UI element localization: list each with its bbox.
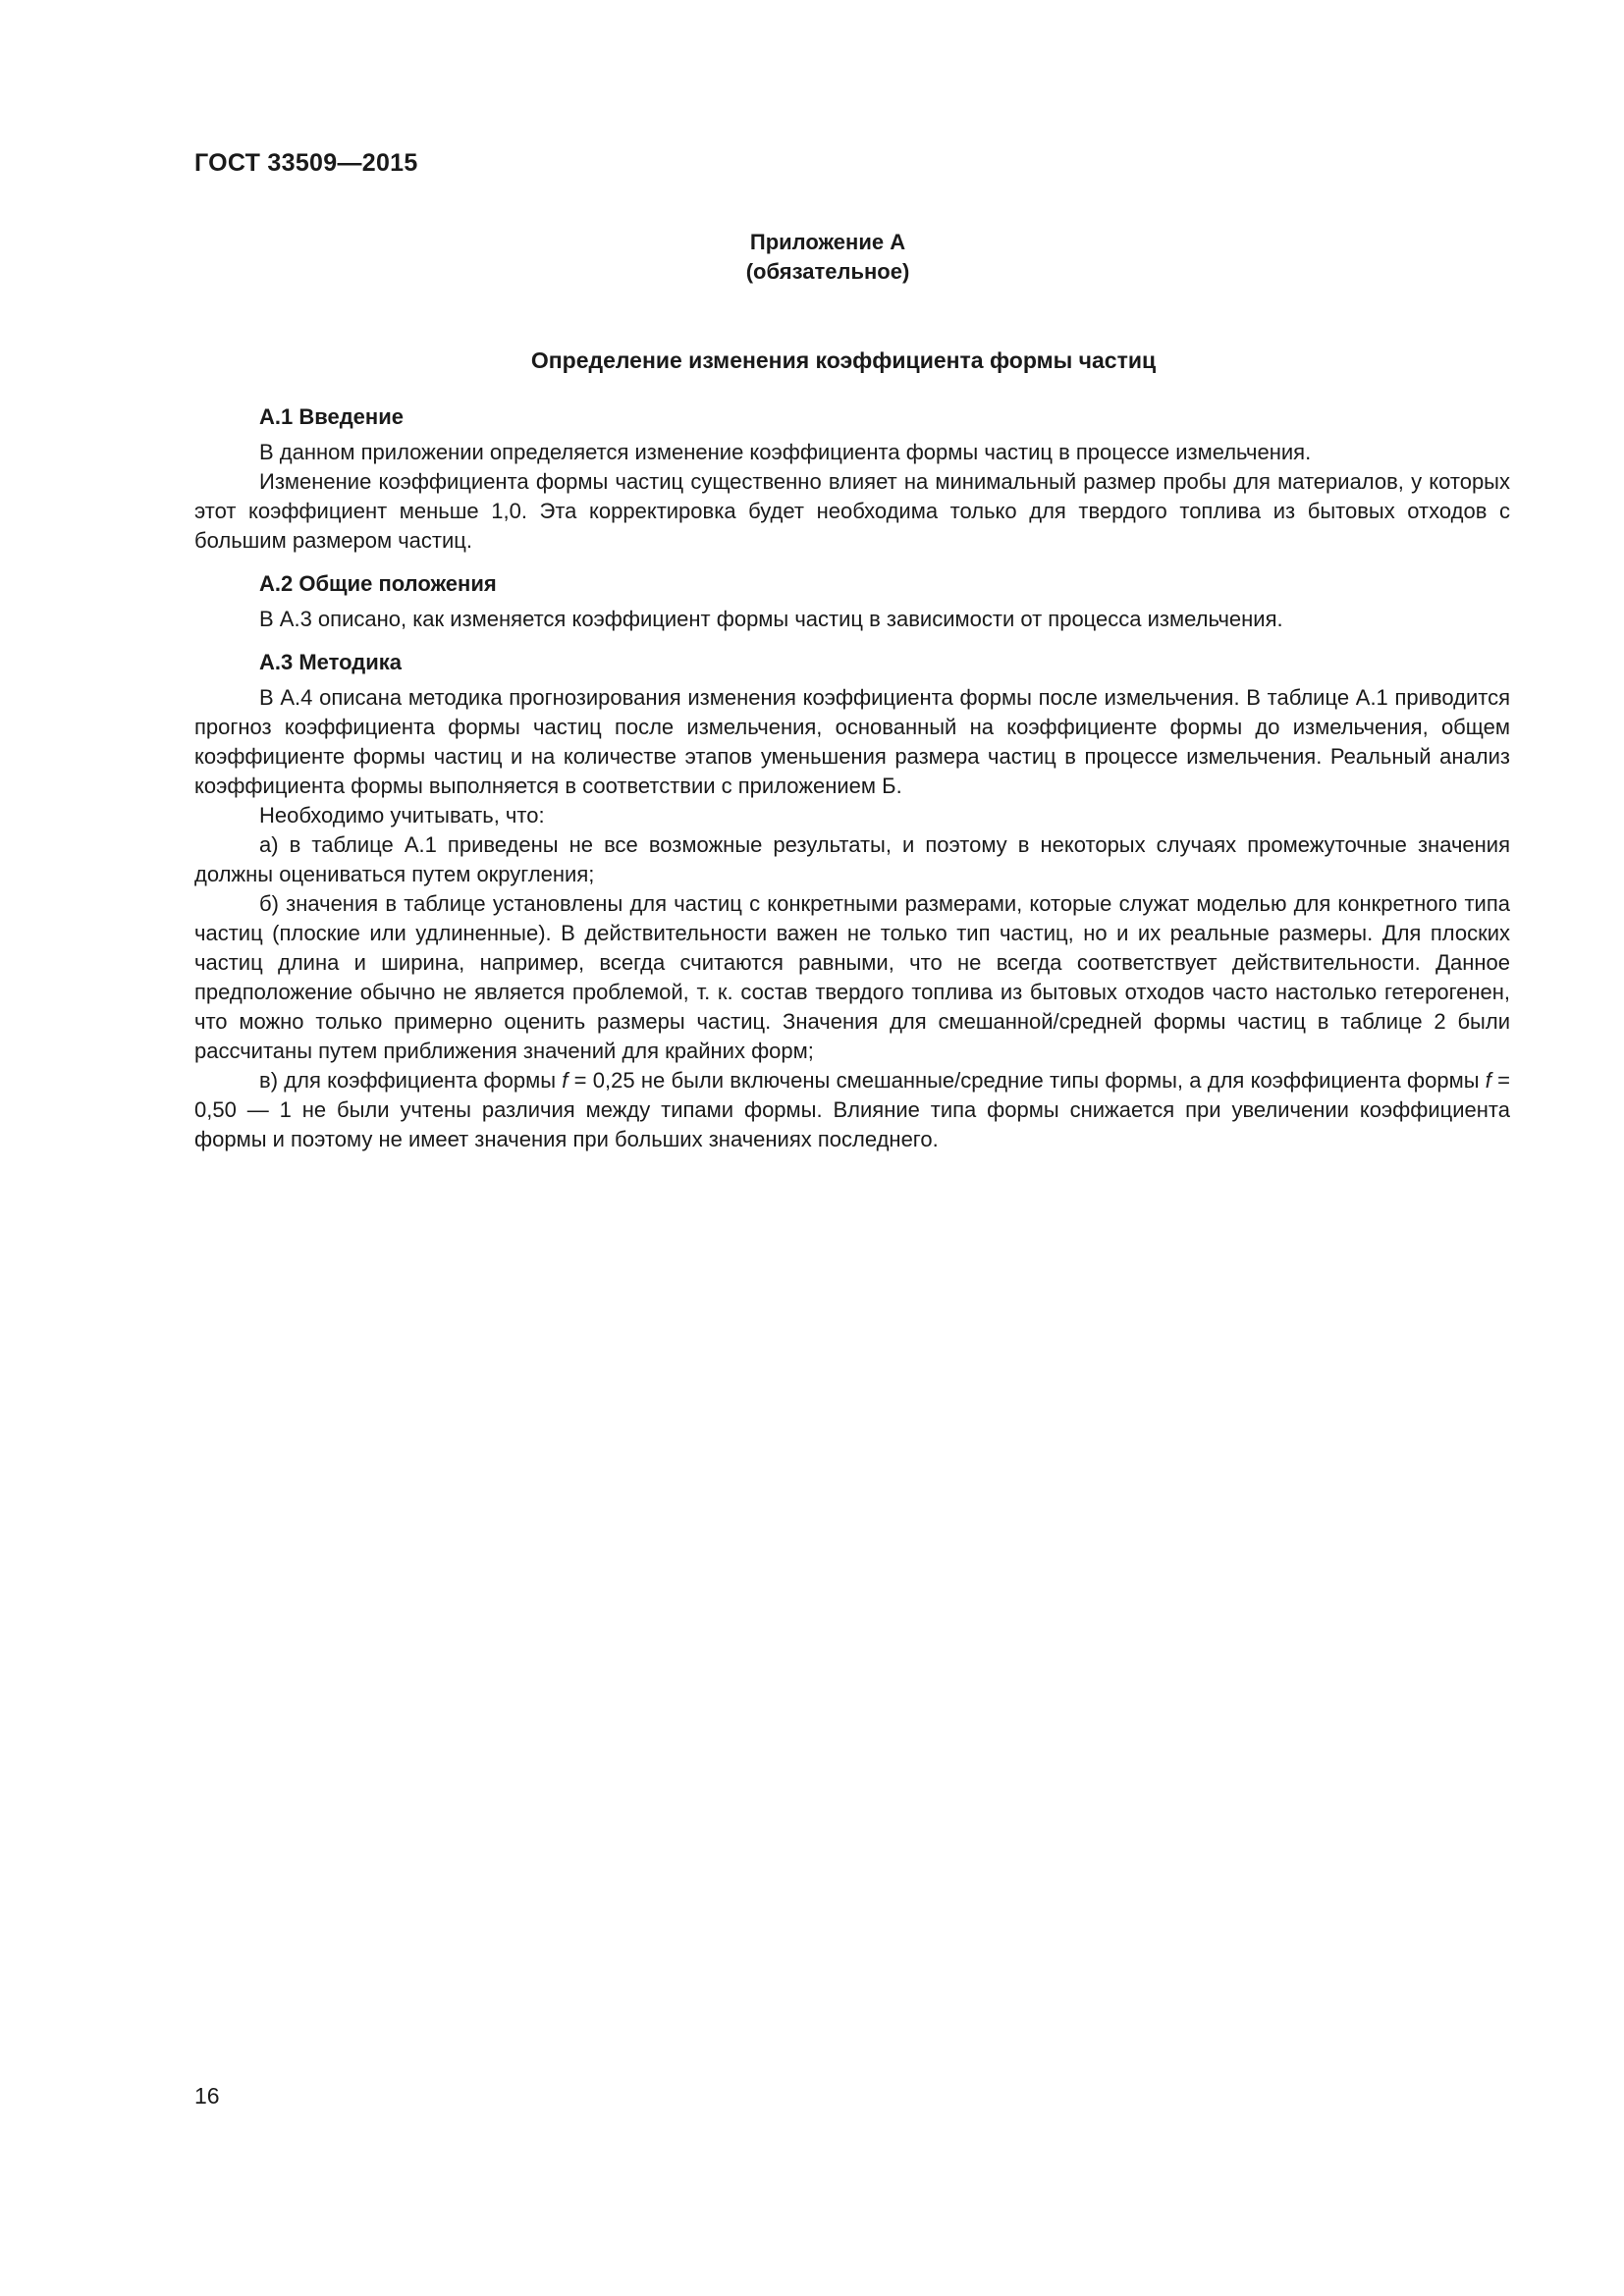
section-a3 [194,648,1510,1154]
section-heading-a3: А.3 Методика [259,650,402,674]
text-fragment: = 0,50 — 1 не были учтены различия между типами формы. Влияние типа формы снижается при увеличении коэффициента формы и поэтому не имеет значения при больших значениях последнего. [194,1068,1510,1151]
paragraph: В А.4 описана методика прогнозирования изменения коэффициента формы после измельчения. В таблице А.1 приводится прогноз коэффициента формы частиц после измельчения, основанный на коэффициенте формы до измельчения, общем коэффициенте формы частиц и на количестве этапов уменьшения размера частиц в процессе измельчения. Реальный анализ коэффициента формы выполняется в соответствии с приложением Б. [194,685,1510,798]
annex-heading [0,228,1624,287]
section-heading-a2: А.2 Общие положения [259,571,497,596]
text-fragment: = 0,25 не были включены смешанные/средние типы формы, а для коэффициента формы [568,1068,1486,1093]
annex-status: (обязательное) [745,259,910,284]
document-code: ГОСТ 33509—2015 [194,149,418,177]
section-heading-a1: А.1 Введение [259,404,404,429]
paragraph: Изменение коэффициента формы частиц существенно влияет на минимальный размер пробы для материалов, у которых этот коэффициент меньше 1,0. Эта корректировка будет необходима только для твердого топлива из бытовых отходов с большим размером частиц. [194,469,1510,553]
text-fragment: в) для коэффициента формы [259,1068,563,1093]
annex-title-text: Определение изменения коэффициента формы частиц [530,347,1157,373]
formula-variable: f [562,1068,568,1093]
formula-variable: f [1485,1068,1491,1093]
paragraph: В данном приложении определяется изменение коэффициента формы частиц в процессе измельчения. [259,440,1312,464]
paragraph: В А.3 описано, как изменяется коэффициент формы частиц в зависимости от процесса измельчения. [259,607,1283,631]
section-a2 [194,569,1510,634]
annex-title [0,347,1624,374]
list-item-v [194,1066,1510,1154]
paragraph: Необходимо учитывать, что: [259,803,545,828]
page-number: 16 [194,2083,220,2109]
list-item-a: а) в таблице А.1 приведены не все возможные результаты, и поэтому в некоторых случаях промежуточные значения должны оцениваться путем округления; [194,832,1510,886]
list-item-b: б) значения в таблице установлены для частиц с конкретными размерами, которые служат моделью для конкретного типа частиц (плоские или удлиненные). В действительности важен не только тип частиц, но и их реальные размеры. Для плоских частиц длина и ширина, например, всегда считаются равными, что не всегда соответствует действительности. Данное предположение обычно не является проблемой, т. к. состав твердого топлива из бытовых отходов часто настолько гетерогенен, что можно только примерно оценить размеры частиц. Значения для смешанной/средней формы частиц в таблице 2 были рассчитаны путем приближения значений для крайних форм; [194,891,1510,1063]
document-body [194,402,1510,1168]
section-a1 [194,402,1510,556]
annex-label: Приложение А [749,230,906,254]
